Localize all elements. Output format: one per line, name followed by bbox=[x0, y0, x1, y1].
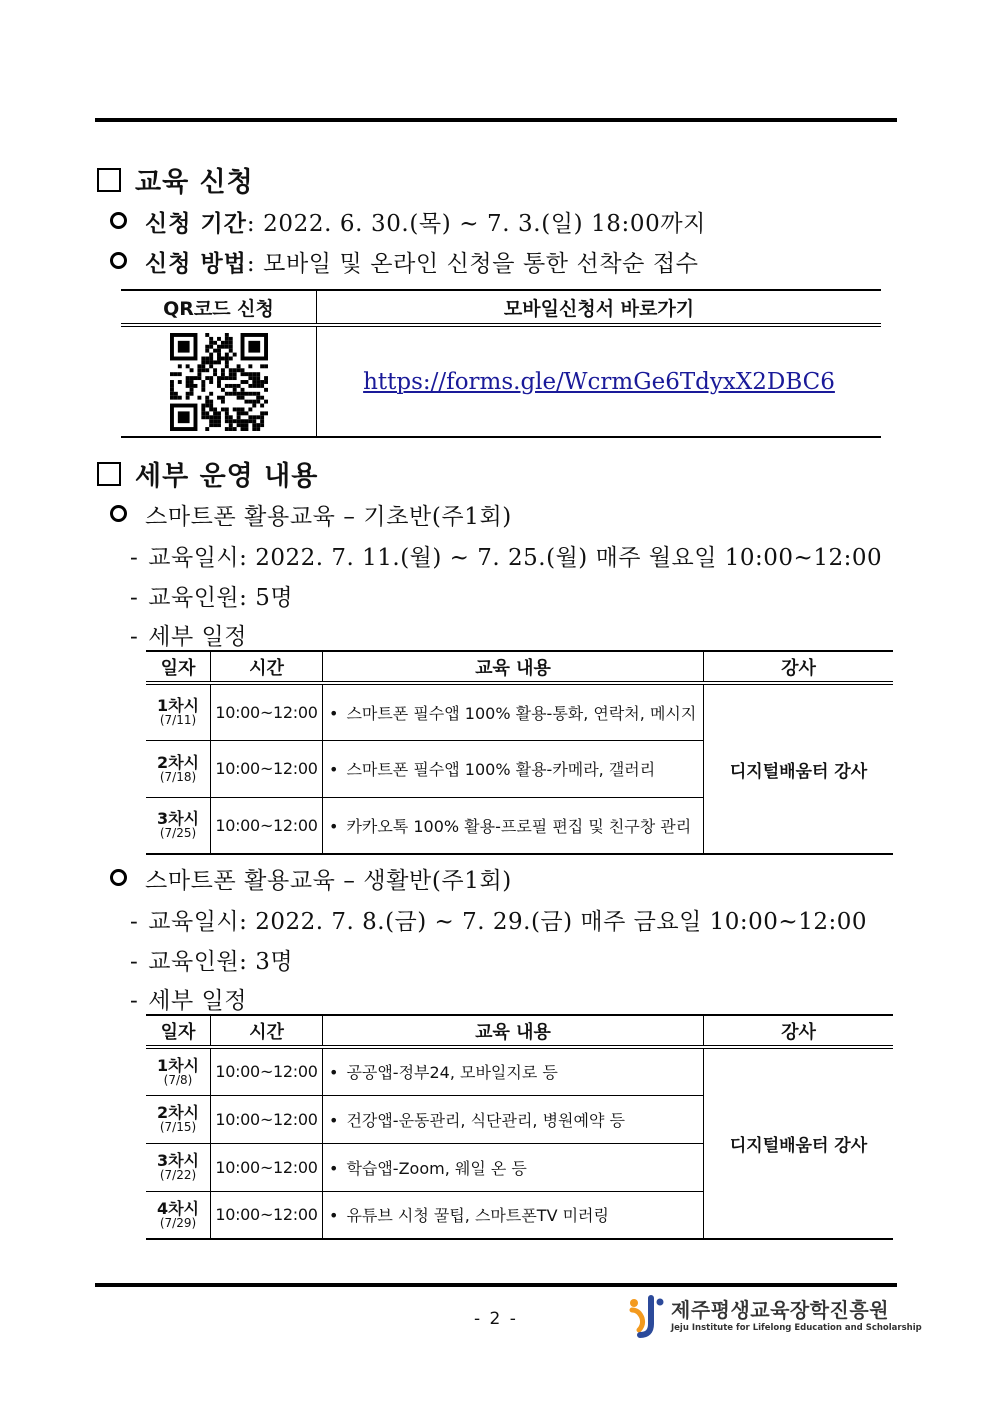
col-date-header: 일자 bbox=[146, 1015, 211, 1047]
col-content-header: 교육 내용 bbox=[323, 651, 704, 683]
qr-code-cell bbox=[121, 325, 317, 437]
table-row: 4차시 (7/29) 10:00~12:00 • 유튜브 시청 꿀팁, 스마트폰TV 미러링 bbox=[146, 1191, 893, 1239]
circle-bullet-icon bbox=[110, 505, 127, 522]
application-method: 신청 방법: 모바일 및 온라인 신청을 통한 선착순 접수 bbox=[110, 245, 699, 278]
qr-header: QR코드 신청 bbox=[121, 290, 317, 325]
col-teacher-header: 강사 bbox=[704, 1015, 894, 1047]
course1-datetime: - 교육일시: 2022. 7. 11.(월) ~ 7. 25.(월) 매주 월요일 10:00~12:00 bbox=[130, 545, 883, 571]
page-number: - 2 - bbox=[474, 1309, 518, 1329]
course1-people: - 교육인원: 5명 bbox=[130, 585, 294, 611]
table-row: 3차시 (7/25) 10:00~12:00 • 카카오톡 100% 활용-프로필 편집 및 친구창 관리 bbox=[146, 797, 893, 854]
org-name: 제주평생교육장학진흥원 bbox=[671, 1298, 890, 1322]
course2-people: - 교육인원: 3명 bbox=[130, 949, 294, 975]
institute-logo-icon bbox=[627, 1294, 667, 1338]
application-period: 신청 기간: 2022. 6. 30.(목) ~ 7. 3.(일) 18:00까지 bbox=[110, 205, 706, 238]
teacher-cell: 디지털배움터 강사 bbox=[704, 1047, 894, 1239]
table-row: 1차시 (7/11) 10:00~12:00 • 스마트폰 필수앱 100% 활용-통화, 연락처, 메시지 디지털배움터 강사 bbox=[146, 683, 893, 740]
qr-code-icon bbox=[170, 333, 268, 431]
bottom-rule bbox=[95, 1283, 897, 1287]
course2-schedule-label: - 세부 일정 bbox=[130, 988, 247, 1014]
col-time-header: 시간 bbox=[211, 651, 323, 683]
course2-schedule-table bbox=[146, 1014, 893, 1240]
circle-bullet-icon bbox=[110, 869, 127, 886]
course2-title: 스마트폰 활용교육 – 생활반(주1회) bbox=[110, 862, 512, 895]
table-row: 1차시 (7/8) 10:00~12:00 • 공공앱-정부24, 모바일지로 등 디지털배움터 강사 bbox=[146, 1047, 893, 1095]
course2-datetime: - 교육일시: 2022. 7. 8.(금) ~ 7. 29.(금) 매주 금요일 10:00~12:00 bbox=[130, 909, 867, 935]
circle-bullet-icon bbox=[110, 252, 127, 269]
teacher-cell: 디지털배움터 강사 bbox=[704, 683, 894, 854]
circle-bullet-icon bbox=[110, 212, 127, 229]
col-time-header: 시간 bbox=[211, 1015, 323, 1047]
section-heading-details: 세부 운영 내용 bbox=[97, 454, 318, 493]
course1-title: 스마트폰 활용교육 – 기초반(주1회) bbox=[110, 498, 512, 531]
square-bullet-icon bbox=[97, 462, 121, 486]
course1-schedule-label: - 세부 일정 bbox=[130, 624, 247, 650]
table-row: 2차시 (7/15) 10:00~12:00 • 건강앱-운동관리, 식단관리, 병원예약 등 bbox=[146, 1095, 893, 1143]
course1-schedule-table bbox=[146, 650, 893, 855]
col-teacher-header: 강사 bbox=[704, 651, 894, 683]
col-date-header: 일자 bbox=[146, 651, 211, 683]
table-row: 2차시 (7/18) 10:00~12:00 • 스마트폰 필수앱 100% 활용-카메라, 갤러리 bbox=[146, 740, 893, 797]
link-header: 모바일신청서 바로가기 bbox=[317, 290, 882, 325]
section-heading-application: 교육 신청 bbox=[97, 160, 254, 199]
org-name-en: Jeju Institute for Lifelong Education and Scholarship bbox=[671, 1323, 922, 1333]
table-row: 3차시 (7/22) 10:00~12:00 • 학습앱-Zoom, 웨일 온 등 bbox=[146, 1143, 893, 1191]
mobile-form-link[interactable]: https://forms.gle/WcrmGe6TdyxX2DBC6 bbox=[317, 325, 882, 437]
top-rule bbox=[95, 118, 897, 122]
col-content-header: 교육 내용 bbox=[323, 1015, 704, 1047]
qr-application-table bbox=[121, 289, 881, 438]
square-bullet-icon bbox=[97, 168, 121, 192]
institute-logo bbox=[627, 1294, 922, 1340]
